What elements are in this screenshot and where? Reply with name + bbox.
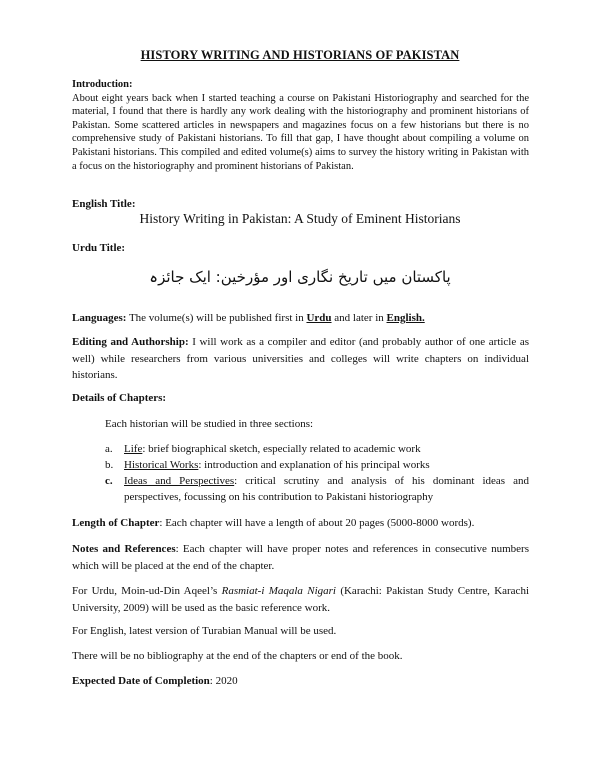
urdu-title-value: پاکستان میں تاریخ نگاری اور مؤرخین: ایک جائزہ <box>149 268 451 286</box>
list-term: Life <box>124 443 143 455</box>
english-title-value: History Writing in Pakistan: A Study of Eminent Historians <box>139 211 461 226</box>
length-text: : Each chapter will have a length of about 20 pages (5000-8000 words). <box>159 517 475 529</box>
urdu-reference <box>72 583 529 616</box>
completion-value: : 2020 <box>209 675 238 687</box>
page-title: HISTORY WRITING AND HISTORIANS OF PAKISTAN <box>140 48 460 62</box>
urdu-ref-before: For Urdu, Moin-ud-Din Aqeel’s <box>72 585 222 597</box>
length-label: Length of Chapter <box>72 517 160 529</box>
list-text: : critical scrutiny and analysis of his dominant ideas and perspectives, focussing on his contribution to Pakistani historiography <box>124 475 529 503</box>
completion-label: Expected Date of Completion <box>72 675 210 687</box>
length-section <box>72 515 529 532</box>
notes-section <box>72 541 529 574</box>
list-marker: a. <box>105 443 113 455</box>
details-label: Details of Chapters: <box>72 392 167 404</box>
introduction-text: About eight years back when I started teaching a course on Pakistani Historiography and searched for the material, I found that there is hardly any work dealing with the historiography and prominent historians of Pakistan. Some scattered articles in newspapers and magazines focus on a few historians but there is no comprehensive study of Pakistani historians. To fill that gap, I have thought about compiling a volume on Pakistani historians. This compiled and edited volume(s) aims to survey the history writing in Pakistan with a focus on the historiography and prominent historians of Pakistan. <box>72 92 529 172</box>
languages-urdu: Urdu <box>306 312 332 324</box>
languages-text-before: The volume(s) will be published first in <box>126 312 307 324</box>
languages-section <box>72 310 529 327</box>
urdu-ref-book: Rasmiat-i Maqala Nigari <box>221 585 336 597</box>
urdu-title-label: Urdu Title: <box>72 242 126 254</box>
list-term: Historical Works <box>124 459 199 471</box>
bibliography-note: There will be no bibliography at the end of the chapters or end of the book. <box>72 650 403 662</box>
urdu-ref-after: (Karachi: Pakistan Study Centre, Karachi University, 2009) will be used as the basic reference work. <box>72 585 529 614</box>
list-marker: b. <box>105 459 114 471</box>
notes-label: Notes and References <box>72 543 176 555</box>
details-intro: Each historian will be studied in three sections: <box>105 418 314 430</box>
list-text: : introduction and explanation of his principal works <box>198 459 430 471</box>
english-title-label: English Title: <box>72 198 136 210</box>
list-marker: c. <box>105 475 113 487</box>
introduction-label: Introduction: <box>72 79 133 90</box>
completion-section <box>72 673 529 690</box>
languages-label: Languages: <box>72 312 127 324</box>
editing-text: I will work as a compiler and editor (and probably author of one article as well) while researchers from various universities and colleges will write chapters on individual historians. <box>72 336 530 381</box>
editing-label: Editing and Authorship: <box>72 336 189 348</box>
languages-text-mid: and later in <box>331 312 387 324</box>
editing-section <box>72 334 529 384</box>
list-term: Ideas and Perspectives <box>124 475 235 487</box>
notes-text: : Each chapter will have proper notes and references in consecutive numbers which will be placed at the end of the chapter. <box>72 543 529 572</box>
english-reference: For English, latest version of Turabian Manual will be used. <box>72 625 337 637</box>
list-text: : brief biographical sketch, especially related to academic work <box>142 443 421 455</box>
introduction-section <box>72 78 529 173</box>
languages-english: English. <box>386 312 425 324</box>
